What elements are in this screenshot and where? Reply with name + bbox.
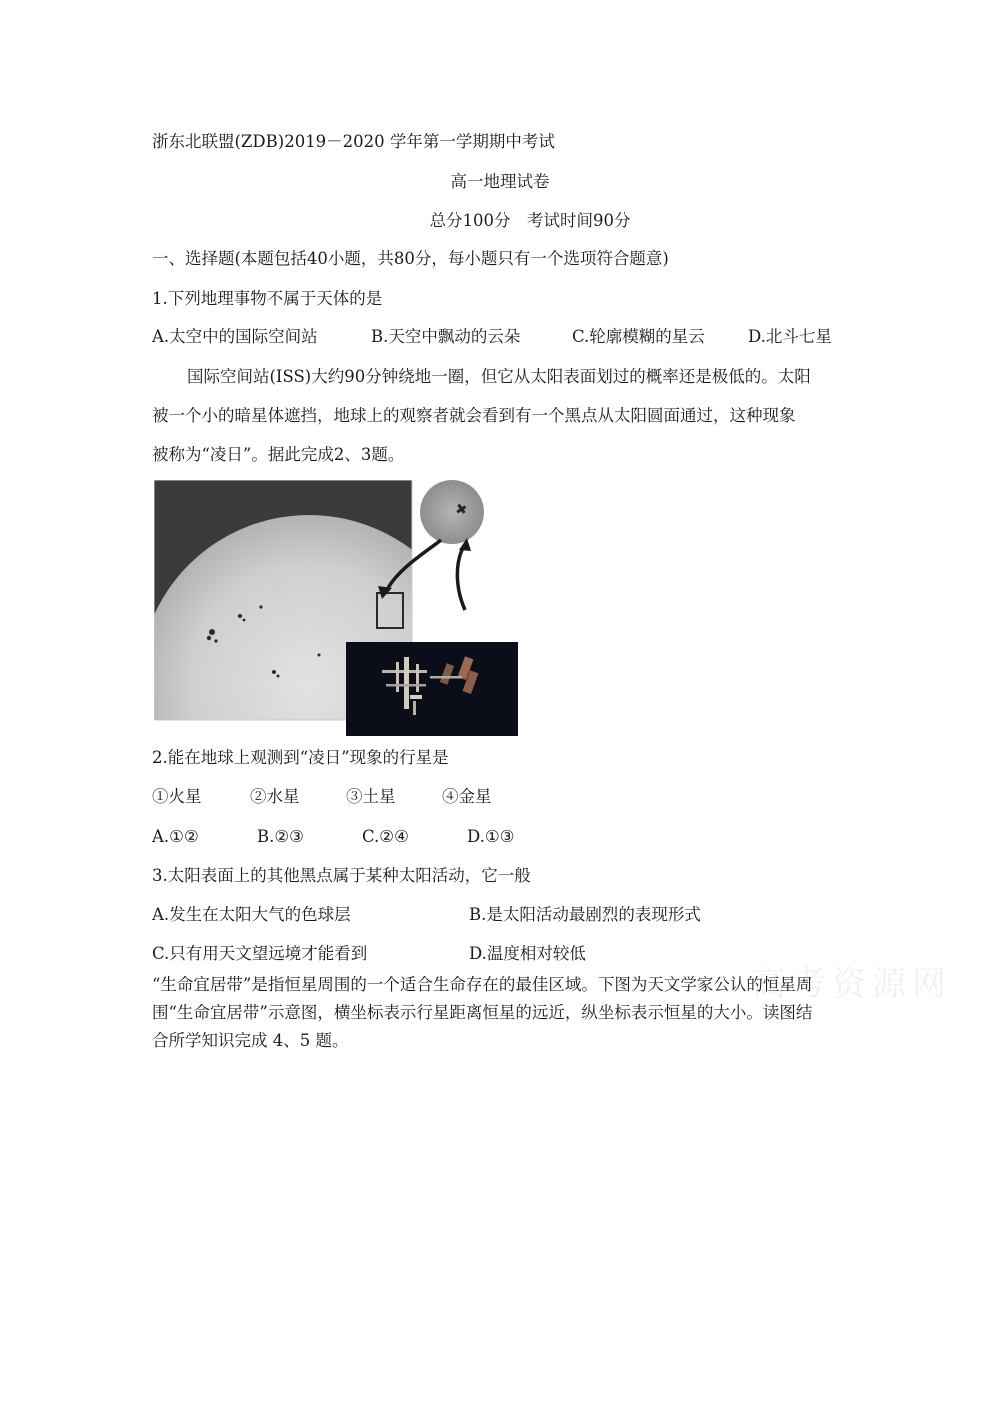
paper-title: 高一地理试卷 bbox=[450, 172, 550, 191]
option-d: D.北斗七星 bbox=[748, 327, 832, 346]
iss-photo bbox=[346, 642, 518, 736]
score-time: 总分100分 考试时间90分 bbox=[429, 211, 631, 230]
option-c: C.②④ bbox=[362, 827, 409, 846]
option-b: B.天空中飘动的云朵 bbox=[371, 327, 521, 346]
option-d: D.温度相对较低 bbox=[469, 944, 586, 963]
section-heading: 一、选择题(本题包括40小题，共80分，每小题只有一个选项符合题意) bbox=[152, 249, 669, 268]
passage-line: 合所学知识完成 4、5 题。 bbox=[152, 1031, 349, 1050]
passage-line: “生命宜居带”是指恒星周围的一个适合生命存在的最佳区域。下图为天文学家公认的恒星周 bbox=[152, 975, 813, 994]
watermark: 高考资源网 bbox=[752, 964, 952, 1004]
passage-line: 被称为“凌日”。据此完成2、3题。 bbox=[152, 445, 405, 464]
option-a: A.①② bbox=[152, 827, 199, 846]
item-3: ③土星 bbox=[346, 787, 396, 806]
item-4: ④金星 bbox=[442, 787, 492, 806]
passage-line: 被一个小的暗星体遮挡，地球上的观察者就会看到有一个黑点从太阳圆面通过，这种现象 bbox=[152, 406, 796, 425]
question-3-stem: 3.太阳表面上的其他黑点属于某种太阳活动，它一般 bbox=[152, 866, 531, 885]
option-a: A.发生在太阳大气的色球层 bbox=[152, 905, 351, 924]
transit-figure bbox=[154, 480, 519, 736]
passage-line: 围“生命宜居带”示意图，横坐标表示行星距离恒星的远近，纵坐标表示恒星的大小。读图结 bbox=[152, 1003, 813, 1022]
option-a: A.太空中的国际空间站 bbox=[152, 327, 318, 346]
option-b: B.是太阳活动最剧烈的表现形式 bbox=[469, 905, 701, 924]
passage-line: 国际空间站(ISS)大约90分钟绕地一圈，但它从太阳表面划过的概率还是极低的。太阳 bbox=[187, 367, 811, 386]
arrow-curve-up bbox=[457, 546, 465, 610]
option-b: B.②③ bbox=[257, 827, 304, 846]
item-1: ①火星 bbox=[152, 787, 202, 806]
exam-title: 浙东北联盟(ZDB)2019－2020 学年第一学期期中考试 bbox=[152, 132, 555, 151]
option-c: C.轮廓模糊的星云 bbox=[572, 327, 705, 346]
item-2: ②水星 bbox=[250, 787, 300, 806]
zoom-circle bbox=[420, 480, 484, 544]
option-d: D.①③ bbox=[467, 827, 515, 846]
question-2-stem: 2.能在地球上观测到“凌日”现象的行星是 bbox=[152, 748, 449, 767]
question-1-stem: 1.下列地理事物不属于天体的是 bbox=[152, 289, 383, 308]
option-c: C.只有用天文望远境才能看到 bbox=[152, 944, 368, 963]
